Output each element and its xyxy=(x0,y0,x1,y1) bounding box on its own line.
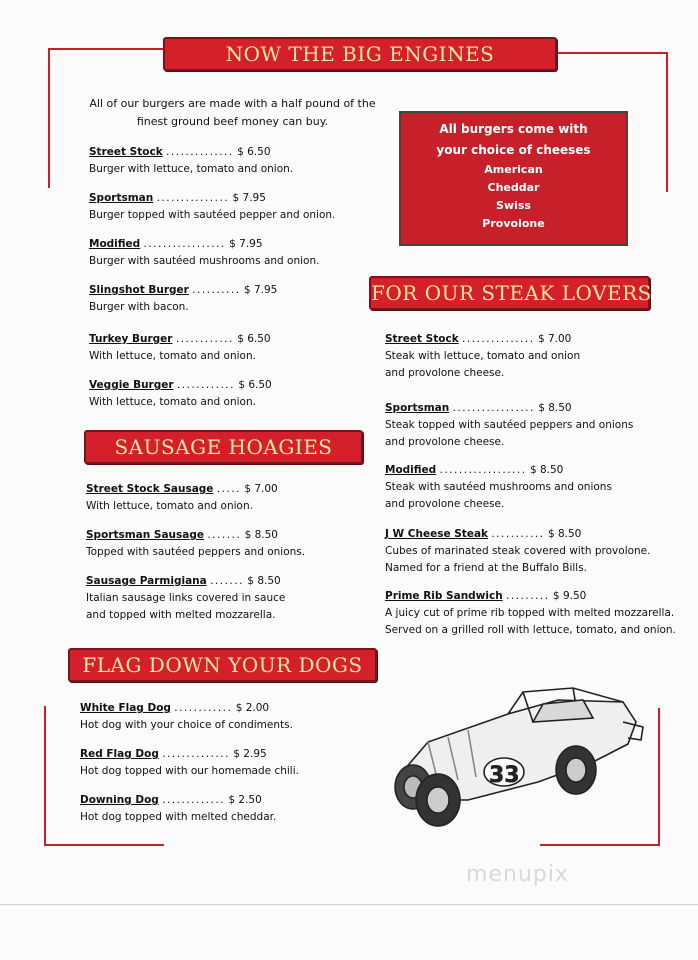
item-description: Steak topped with sautéed peppers and onions xyxy=(385,419,634,431)
item-dot-leader: .......... xyxy=(192,284,241,296)
cheese-option: Provolone xyxy=(482,217,545,230)
item-description: Burger with lettuce, tomato and onion. xyxy=(89,163,294,175)
engines-menu-item xyxy=(89,331,271,365)
item-dot-leader: .............. xyxy=(162,748,230,760)
sausage-banner: SAUSAGE HOAGIES xyxy=(84,430,363,464)
cheese-head-1: All burgers come with xyxy=(439,122,588,136)
frame-right-top-line xyxy=(666,52,668,192)
item-price: $ 2.50 xyxy=(228,794,262,806)
cheese-head-2: your choice of cheeses xyxy=(436,143,591,157)
item-description: Burger topped with sautéed pepper and onion. xyxy=(89,209,336,221)
engines-menu-item xyxy=(89,377,272,411)
footer-divider xyxy=(0,904,698,905)
item-price: $ 8.50 xyxy=(538,402,572,414)
item-description: Burger with bacon. xyxy=(89,301,189,313)
item-name: Veggie Burger xyxy=(89,379,174,391)
frame-right-bottom-line xyxy=(658,708,660,846)
item-description: A juicy cut of prime rib topped with melted mozzarella. xyxy=(385,607,675,619)
engines-menu-item xyxy=(89,282,277,316)
item-name: Slingshot Burger xyxy=(89,284,189,296)
intro-line-2: finest ground beef money can buy. xyxy=(136,115,329,128)
item-price: $ 7.95 xyxy=(243,284,278,296)
engines-banner: NOW THE BIG ENGINES xyxy=(163,37,557,71)
dogs-menu-item xyxy=(80,746,299,780)
item-price: $ 7.95 xyxy=(229,238,263,250)
item-description: With lettuce, tomato and onion. xyxy=(86,500,253,512)
item-name: Modified xyxy=(89,238,141,250)
item-dot-leader: ............... xyxy=(462,333,535,345)
frame-bottom-left-line xyxy=(44,844,164,846)
item-description: Served on a grilled roll with lettuce, tomato, and onion. xyxy=(385,624,676,636)
item-description: Named for a friend at the Buffalo Bills. xyxy=(385,562,588,574)
cheese-option: Swiss xyxy=(496,199,531,212)
steak-menu-item xyxy=(385,588,676,639)
item-description: Burger with sautéed mushrooms and onion. xyxy=(89,255,320,267)
item-name: Turkey Burger xyxy=(89,333,173,345)
steak-menu-item xyxy=(385,331,580,382)
item-name: Downing Dog xyxy=(80,794,159,806)
item-description: Hot dog topped with melted cheddar. xyxy=(80,811,277,823)
item-description: and provolone cheese. xyxy=(385,367,505,379)
dogs-menu-item xyxy=(80,700,293,734)
item-description: Steak with sautéed mushrooms and onions xyxy=(385,481,612,493)
item-dot-leader: .............. xyxy=(166,146,234,158)
dogs-banner: FLAG DOWN YOUR DOGS xyxy=(68,648,377,682)
item-price: $ 2.95 xyxy=(233,748,267,760)
item-description: Hot dog with your choice of condiments. xyxy=(80,719,293,731)
item-name: Street Stock xyxy=(89,146,163,158)
item-name: White Flag Dog xyxy=(80,702,171,714)
item-dot-leader: ............ xyxy=(174,702,233,714)
item-dot-leader: ............ xyxy=(176,379,235,391)
item-name: Sportsman xyxy=(385,402,450,414)
intro-line-1: All of our burgers are made with a half pound of the xyxy=(89,97,376,110)
frame-left-top-line xyxy=(48,48,50,188)
frame-left-bottom-line xyxy=(44,706,46,846)
item-price: $ 6.50 xyxy=(237,146,271,158)
cheese-option: Cheddar xyxy=(487,181,540,194)
item-description: and provolone cheese. xyxy=(385,498,505,510)
item-price: $ 8.50 xyxy=(529,464,564,476)
engines-menu-item xyxy=(89,190,335,224)
item-name: J W Cheese Steak xyxy=(385,528,489,540)
item-name: Prime Rib Sandwich xyxy=(385,590,503,602)
item-dot-leader: ............ xyxy=(175,333,234,345)
item-name: Street Stock Sausage xyxy=(86,483,214,495)
item-price: $ 6.50 xyxy=(237,333,271,345)
item-description: Topped with sautéed peppers and onions. xyxy=(86,546,306,558)
item-dot-leader: ..... xyxy=(216,483,241,495)
steak-menu-item xyxy=(385,462,612,513)
sausage-menu-item xyxy=(86,527,305,561)
item-description: Steak with lettuce, tomato and onion xyxy=(385,350,581,362)
item-dot-leader: .................. xyxy=(439,464,527,476)
item-dot-leader: ............. xyxy=(162,794,226,806)
item-description: With lettuce, tomato and onion. xyxy=(89,396,256,408)
sausage-menu-item xyxy=(86,481,278,515)
item-name: Sportsman xyxy=(89,192,154,204)
item-name: Street Stock xyxy=(385,333,459,345)
car-number: 33 xyxy=(489,763,520,788)
dogs-menu-item xyxy=(80,792,276,826)
cheese-option: American xyxy=(484,163,543,176)
item-price: $ 7.00 xyxy=(244,483,278,495)
frame-top-right-line xyxy=(556,52,668,54)
item-price: $ 8.50 xyxy=(547,528,582,540)
item-dot-leader: ....... xyxy=(207,529,242,541)
sausage-menu-item xyxy=(86,573,285,624)
item-price: $ 2.00 xyxy=(235,702,270,714)
item-dot-leader: ................. xyxy=(452,402,535,414)
item-description: With lettuce, tomato and onion. xyxy=(89,350,256,362)
item-price: $ 9.50 xyxy=(552,590,587,602)
item-price: $ 7.95 xyxy=(232,192,266,204)
item-name: Sportsman Sausage xyxy=(86,529,204,541)
item-name: Red Flag Dog xyxy=(80,748,159,760)
item-dot-leader: ......... xyxy=(506,590,550,602)
frame-bottom-right-line xyxy=(540,844,660,846)
engines-menu-item xyxy=(89,236,319,270)
frame-top-left-line xyxy=(48,48,163,50)
watermark: menupix xyxy=(466,862,569,887)
item-price: $ 7.00 xyxy=(537,333,572,345)
item-dot-leader: ....... xyxy=(210,575,244,587)
item-description: and provolone cheese. xyxy=(385,436,505,448)
item-price: $ 8.50 xyxy=(247,575,281,587)
item-dot-leader: ................. xyxy=(143,238,226,250)
steak-menu-item xyxy=(385,400,633,451)
engines-intro xyxy=(80,95,385,131)
item-description: Hot dog topped with our homemade chili. xyxy=(80,765,299,777)
item-dot-leader: ........... xyxy=(491,528,545,540)
engines-menu-item xyxy=(89,144,293,178)
steak-menu-item xyxy=(385,526,650,577)
item-description: Cubes of marinated steak covered with provolone. xyxy=(385,545,651,557)
item-price: $ 6.50 xyxy=(238,379,272,391)
steak-banner: FOR OUR STEAK LOVERS xyxy=(369,276,650,310)
cheese-info-box xyxy=(399,111,628,246)
item-description: Italian sausage links covered in sauce xyxy=(86,592,286,604)
item-price: $ 8.50 xyxy=(244,529,278,541)
item-dot-leader: ............... xyxy=(156,192,230,204)
item-description: and topped with melted mozzarella. xyxy=(86,609,276,621)
item-name: Modified xyxy=(385,464,437,476)
race-car-illustration xyxy=(358,682,648,832)
item-name: Sausage Parmigiana xyxy=(86,575,207,587)
